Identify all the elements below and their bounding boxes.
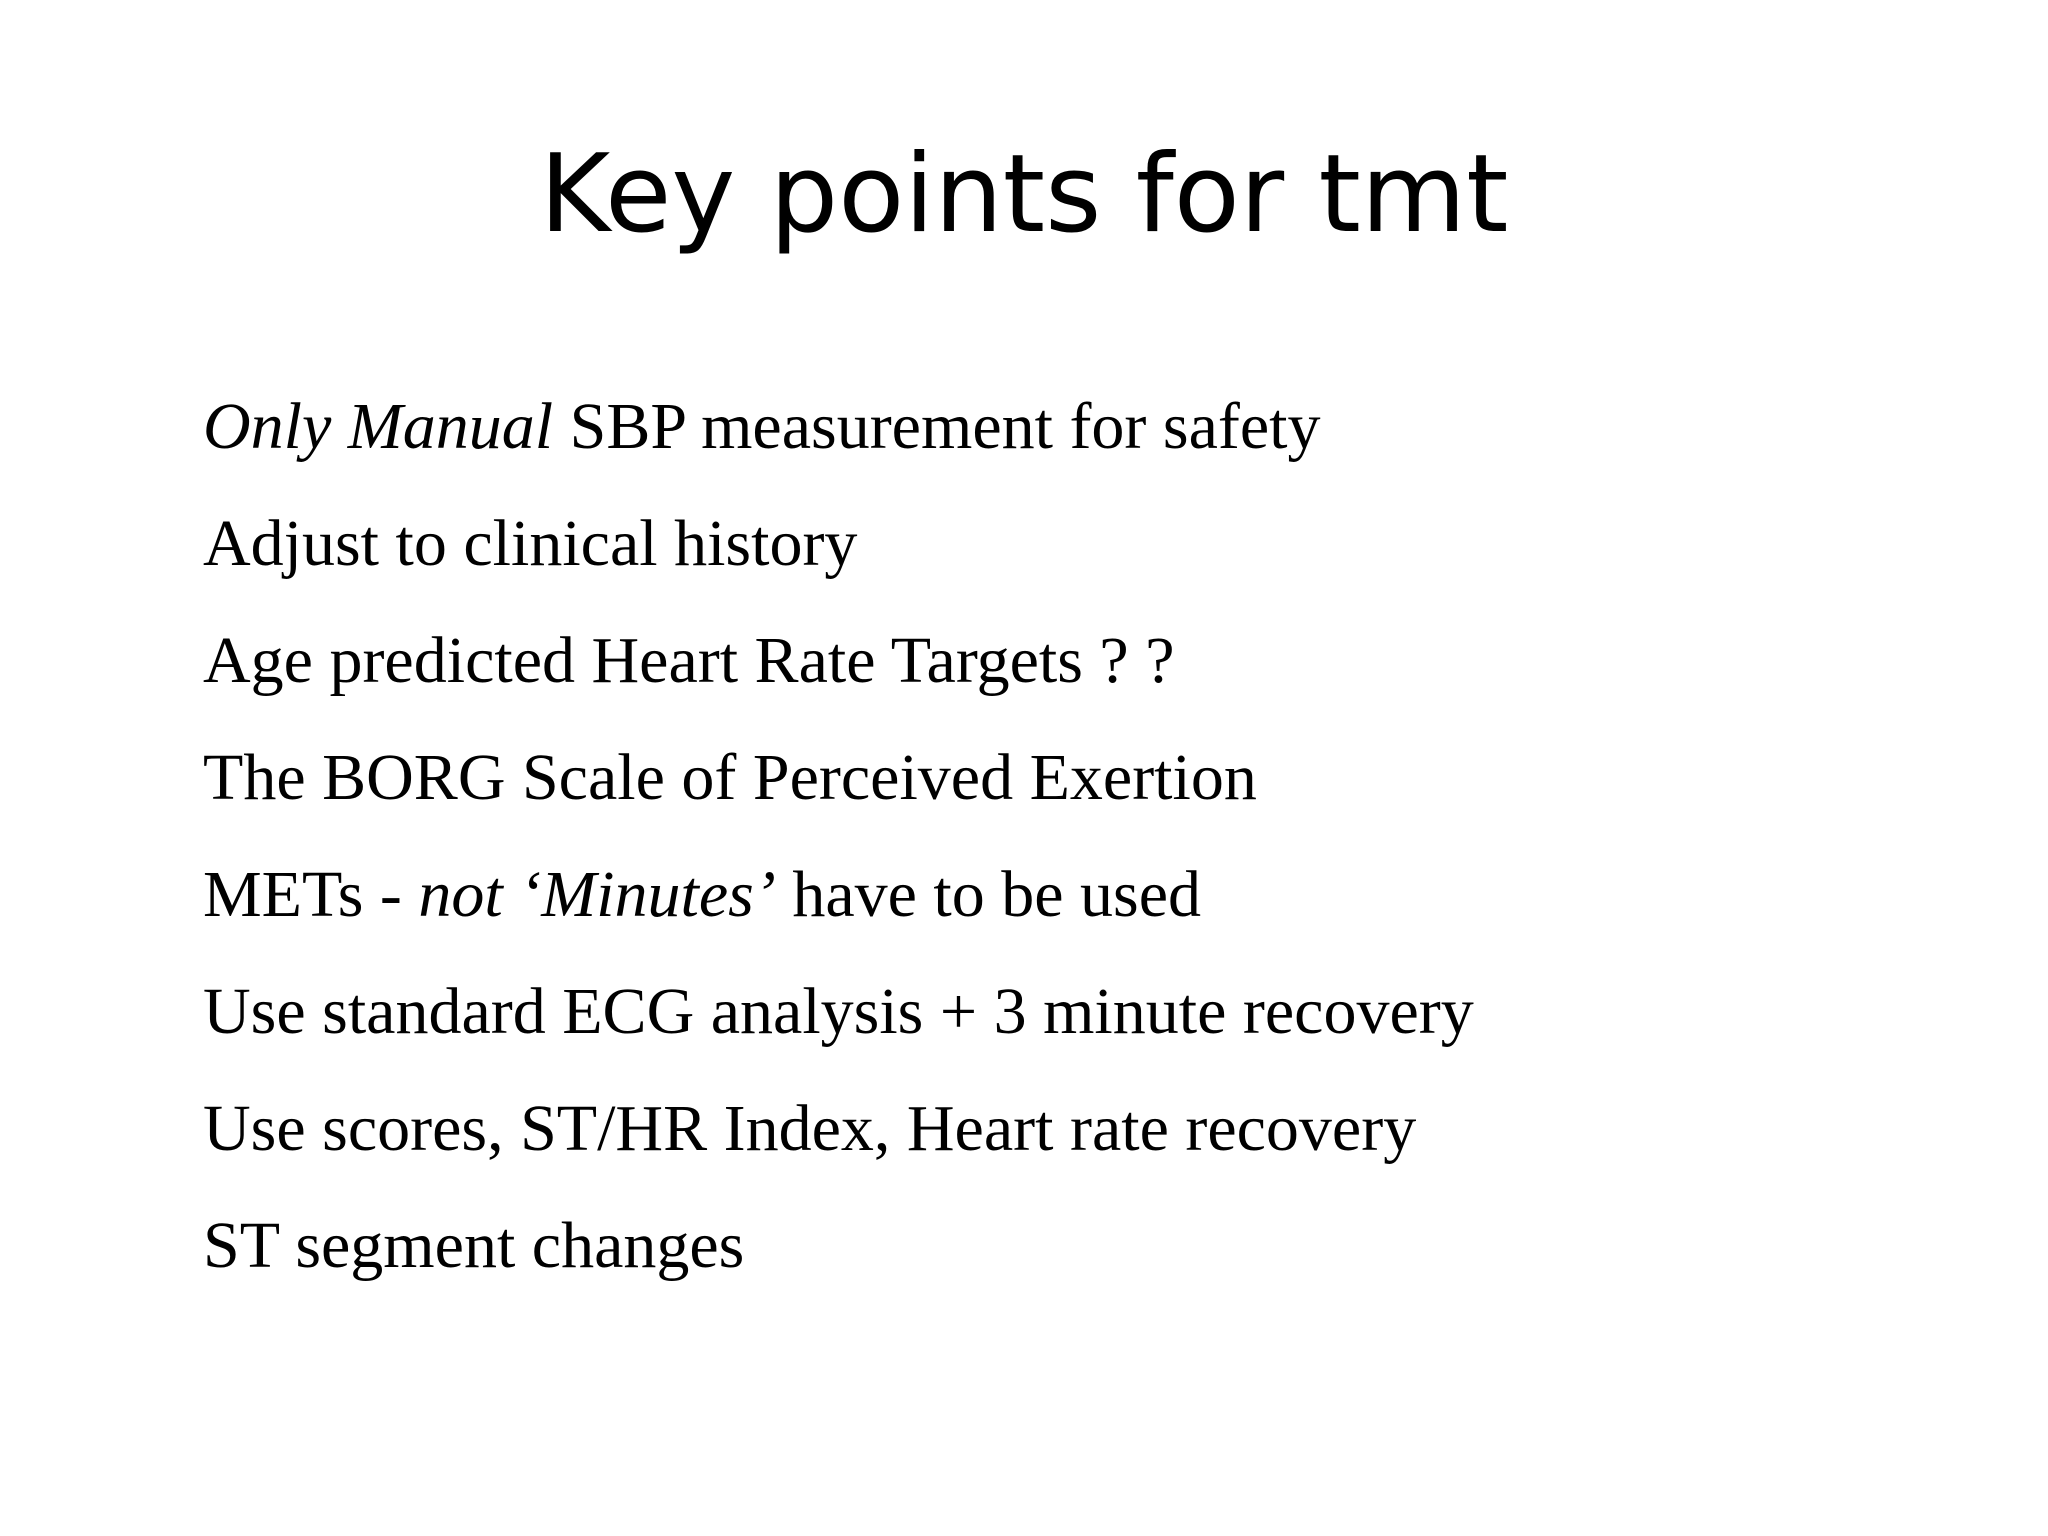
- bullet-item: [203, 485, 1903, 602]
- bullet-list: [203, 368, 1903, 1304]
- bullet-item: [203, 602, 1903, 719]
- bullet-text: Use standard ECG analysis + 3 minute recovery: [203, 975, 1474, 1048]
- bullet-text: Adjust to clinical history: [203, 507, 858, 580]
- bullet-italic-text: not ‘Minutes’: [418, 858, 776, 931]
- bullet-item: [203, 953, 1903, 1070]
- slide-title: Key points for tmt: [539, 132, 1509, 257]
- bullet-text: The BORG Scale of Perceived Exertion: [203, 741, 1257, 814]
- bullet-item: [203, 1070, 1903, 1187]
- bullet-text: have to be used: [775, 858, 1202, 931]
- bullet-item: [203, 719, 1903, 836]
- bullet-text: ST segment changes: [203, 1209, 745, 1282]
- bullet-italic-text: Only Manual: [203, 390, 554, 463]
- bullet-item: [203, 836, 1903, 953]
- bullet-item: [203, 368, 1903, 485]
- bullet-text: Age predicted Heart Rate Targets ? ?: [203, 624, 1175, 697]
- bullet-text: METs -: [203, 858, 419, 931]
- bullet-text: SBP measurement for safety: [553, 390, 1321, 463]
- bullet-text: Use scores, ST/HR Index, Heart rate recovery: [203, 1092, 1417, 1165]
- bullet-item: [203, 1187, 1903, 1304]
